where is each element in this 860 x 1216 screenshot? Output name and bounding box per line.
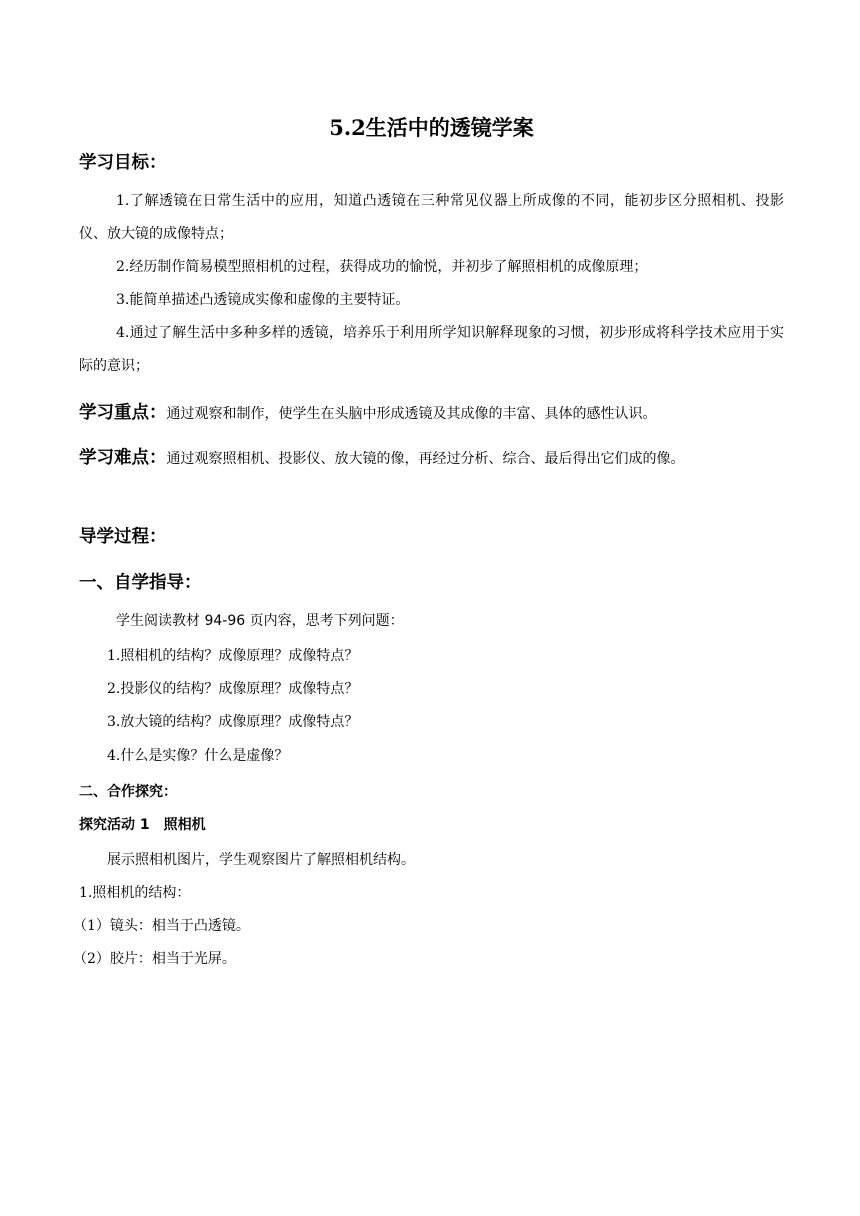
key-point-text: 通过观察和制作，使学生在头脑中形成透镜及其成像的丰富、具体的感性认识。 [166,406,657,422]
activity-intro: 展示照相机图片，学生观察图片了解照相机结构。 [107,852,415,868]
cooperation-heading: 二、合作探究： [79,784,177,800]
question-1: 1.照相机的结构？成像原理？成像特点？ [107,648,359,664]
self-study-intro-after: 页内容，思考下列问题： [249,613,404,629]
key-point [79,398,784,431]
objectives-heading: 学习目标： [79,153,167,173]
structure-heading: 1.照相机的结构： [79,885,191,901]
self-study-intro-before: 学生阅读教材 [116,613,200,629]
difficulty-label: 学习难点： [79,448,167,468]
structure-item-1: （1）镜头：相当于凸透镜。 [73,918,250,934]
objective-item-3: 3.能简单描述凸透镜成实像和虚像的主要特证。 [116,292,410,308]
activity-title: 探究活动 1 照相机 [79,817,206,833]
question-3: 3.放大镜的结构？成像原理？成像特点？ [107,714,359,730]
objective-item-1: 1.了解透镜在日常生活中的应用，知道凸透镜在三种常见仪器上所成像的不同，能初步区分照相机、投影仪、放大镜的成像特点； [79,193,784,242]
difficulty [79,443,784,476]
self-study-pages: 94-96 [204,613,246,629]
self-study-intro [116,610,404,632]
question-4: 4.什么是实像？什么是虚像？ [107,748,289,764]
self-study-heading: 一、自学指导： [79,573,202,593]
document-title: 5.2生活中的透镜学案 [329,115,534,140]
key-point-label: 学习重点： [79,403,167,423]
objective-item-2: 2.经历制作简易模型照相机的过程，获得成功的愉悦，并初步了解照相机的成像原理； [116,259,648,275]
structure-item-2: （2）胶片：相当于光屏。 [73,951,236,967]
question-2: 2.投影仪的结构？成像原理？成像特点？ [107,681,359,697]
objective-item-4: 4.通过了解生活中多种多样的透镜，培养乐于利用所学知识解释现象的习惯，初步形成将科学技术应用于实际的意识； [79,325,784,374]
process-heading: 导学过程： [79,527,167,547]
difficulty-text: 通过观察照相机、投影仪、放大镜的像，再经过分析、综合、最后得出它们成的像。 [166,451,685,467]
